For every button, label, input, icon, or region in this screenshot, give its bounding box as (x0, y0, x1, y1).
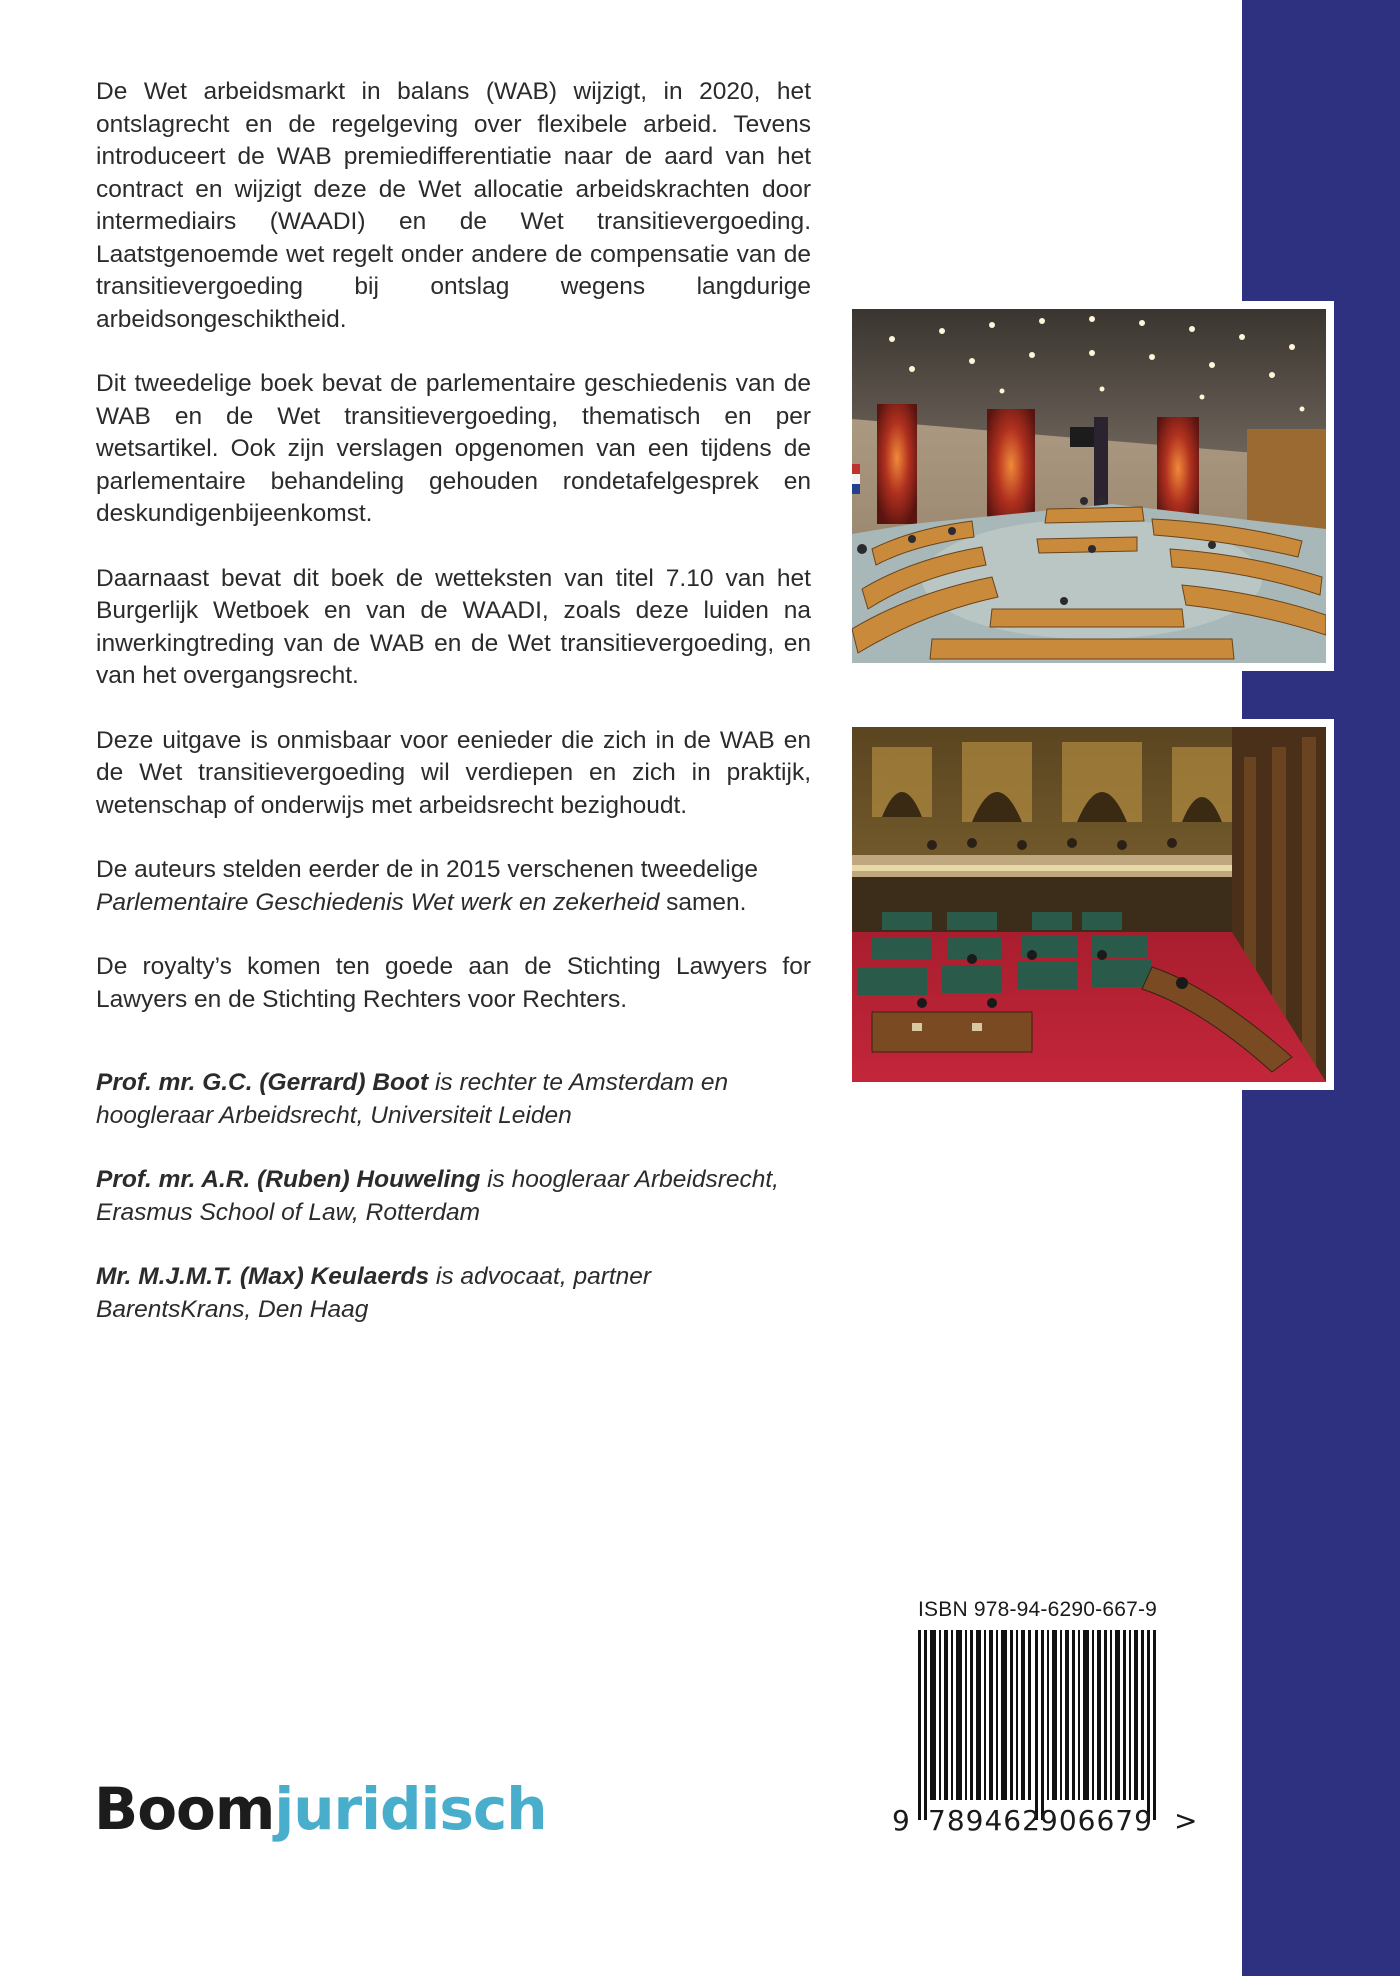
author-entry (96, 1164, 811, 1229)
author-entry (96, 1261, 811, 1326)
barcode-digit-first: 9 (892, 1804, 910, 1837)
author-entry (96, 1067, 811, 1132)
publisher-logo (94, 1775, 547, 1843)
blurb-paragraph-4: Deze uitgave is onmisbaar voor eenieder die zich in de WAB en de Wet transitievergoeding wil verdiepen en zich in praktijk, wetenschap of onderwijs met arbeidsrecht bezighoudt. (96, 726, 811, 819)
barcode-quiet-zone-mark: > (1174, 1804, 1198, 1837)
author-bio: is hoogleraar Arbeidsrecht, Erasmus School of Law, Rotterdam (96, 1166, 779, 1226)
previous-book-title: Parlementaire Geschiedenis Wet werk en zekerheid (96, 888, 660, 916)
barcode-digit-group-1: 789462 (928, 1804, 1041, 1837)
blurb-paragraph-1: De Wet arbeidsmarkt in balans (WAB) wijzigt, in 2020, het ontslagrecht en de regelgeving over flexibele arbeid. Tevens introduceert de WAB premiedifferentiatie naar de aard van het contract en wijzigt deze de Wet allocatie arbeidskrachten door intermediairs (WAADI) en de Wet transitievergoeding. Laatstgenoemde wet regelt onder andere de compensatie van de transitievergoeding bij ontslag wegens langdurige arbeidsongeschiktheid. (96, 78, 811, 333)
blurb-paragraph-5 (96, 854, 811, 919)
author-name: Prof. mr. A.R. (Ruben) Houweling (96, 1166, 481, 1193)
publisher-logo-part-2: juridisch (274, 1775, 547, 1843)
author-name: Mr. M.J.M.T. (Max) Keulaerds (96, 1263, 430, 1290)
blurb-paragraph-6: De royalty’s komen ten goede aan de Stichting Lawyers for Lawyers en de Stichting Rechters voor Rechters. (96, 953, 811, 1013)
isbn-block (892, 1598, 1212, 1837)
photo-senate-chamber (844, 719, 1334, 1090)
blurb-paragraph-5-end: samen. (659, 888, 747, 916)
photo-house-of-representatives (844, 301, 1334, 671)
barcode-digit-group-2: 906679 (1040, 1804, 1153, 1837)
author-list (96, 1067, 811, 1358)
author-bio: is rechter te Amsterdam en hoogleraar Arbeidsrecht, Universiteit Leiden (96, 1069, 729, 1129)
blurb-paragraph-5-start: De auteurs stelden eerder de in 2015 verschenen tweedelige (96, 856, 758, 883)
barcode (918, 1630, 1168, 1820)
author-bio: is advocaat, partner BarentsKrans, Den Haag (96, 1263, 652, 1323)
blurb-text (96, 76, 811, 1048)
blurb-paragraph-2: Dit tweedelige boek bevat de parlementaire geschiedenis van de WAB en de Wet transitievergoeding, thematisch en per wetsartikel. Ook zijn verslagen opgenomen van een tijdens de parlementaire behandeling gehouden rondetafelgesprek en deskundigenbijeenkomst. (96, 370, 811, 527)
author-name: Prof. mr. G.C. (Gerrard) Boot (96, 1069, 429, 1096)
isbn-label: ISBN 978-94-6290-667-9 (918, 1598, 1158, 1621)
senate-chamber-image (852, 727, 1326, 1082)
plenary-hall-image (852, 309, 1326, 663)
blurb-paragraph-3: Daarnaast bevat dit boek de wetteksten van titel 7.10 van het Burgerlijk Wetboek en van de WAADI, zoals deze luiden na inwerkingtreding van de WAB en de Wet transitievergoeding, en van het overgangsrecht. (96, 564, 811, 689)
publisher-logo-part-1: Boom (94, 1775, 275, 1843)
